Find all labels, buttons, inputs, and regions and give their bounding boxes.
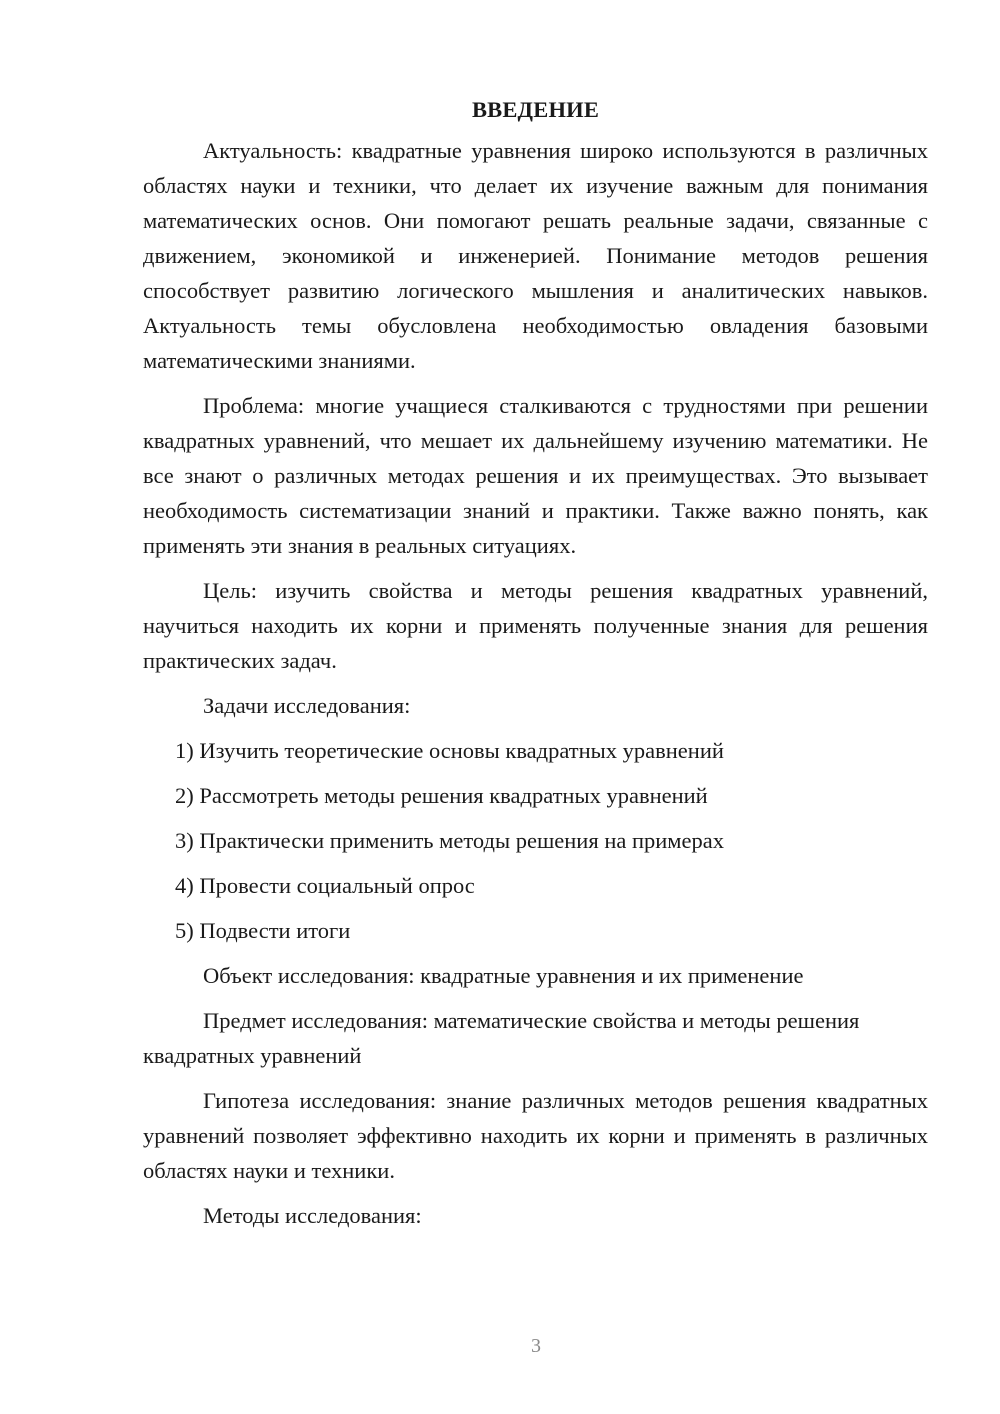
problem-paragraph: Проблема: многие учащиеся сталкиваются с трудностями при решении квадратных уравнений, что мешает их дальнейшему изучению математики. Не все знают о различных методах решения и их преимуществах. Это вызывает необходимость систематизации знаний и практики. Также важно понять, как применять эти знания в реальных ситуациях.	[143, 393, 928, 558]
subject-paragraph: Предмет исследования: математические свойства и методы решения квадратных уравнений	[143, 1008, 860, 1068]
hypothesis-paragraph: Гипотеза исследования: знание различных методов решения квадратных уравнений позволяет эффективно находить их корни и применять в различных областях науки и техники.	[143, 1088, 928, 1183]
task-item: 3) Практически применить методы решения на примерах	[175, 828, 725, 853]
object-paragraph: Объект исследования: квадратные уравнения и их применение	[203, 963, 804, 988]
relevance-paragraph: Актуальность: квадратные уравнения широко используются в различных областях науки и техники, что делает их изучение важным для понимания математических основ. Они помогают решать реальные задачи, связанные с движением, экономикой и инженерией. Понимание методов решения способствует развитию логического мышления и аналитических навыков. Актуальность темы обусловлена необходимостью овладения базовыми математическими знаниями.	[143, 138, 928, 373]
task-item: 1) Изучить теоретические основы квадратных уравнений	[175, 738, 724, 763]
tasks-heading: Задачи исследования:	[203, 693, 411, 718]
task-item: 2) Рассмотреть методы решения квадратных уравнений	[175, 783, 708, 808]
methods-heading: Методы исследования:	[203, 1203, 422, 1228]
goal-paragraph: Цель: изучить свойства и методы решения квадратных уравнений, научиться находить их корни и применять полученные знания для решения практических задач.	[143, 578, 928, 673]
page-number: 3	[531, 1335, 541, 1357]
tasks-list	[143, 733, 928, 948]
task-item: 4) Провести социальный опрос	[175, 873, 475, 898]
section-title: ВВЕДЕНИЕ	[471, 97, 600, 122]
page-content	[143, 92, 928, 1243]
task-item: 5) Подвести итоги	[175, 918, 351, 943]
